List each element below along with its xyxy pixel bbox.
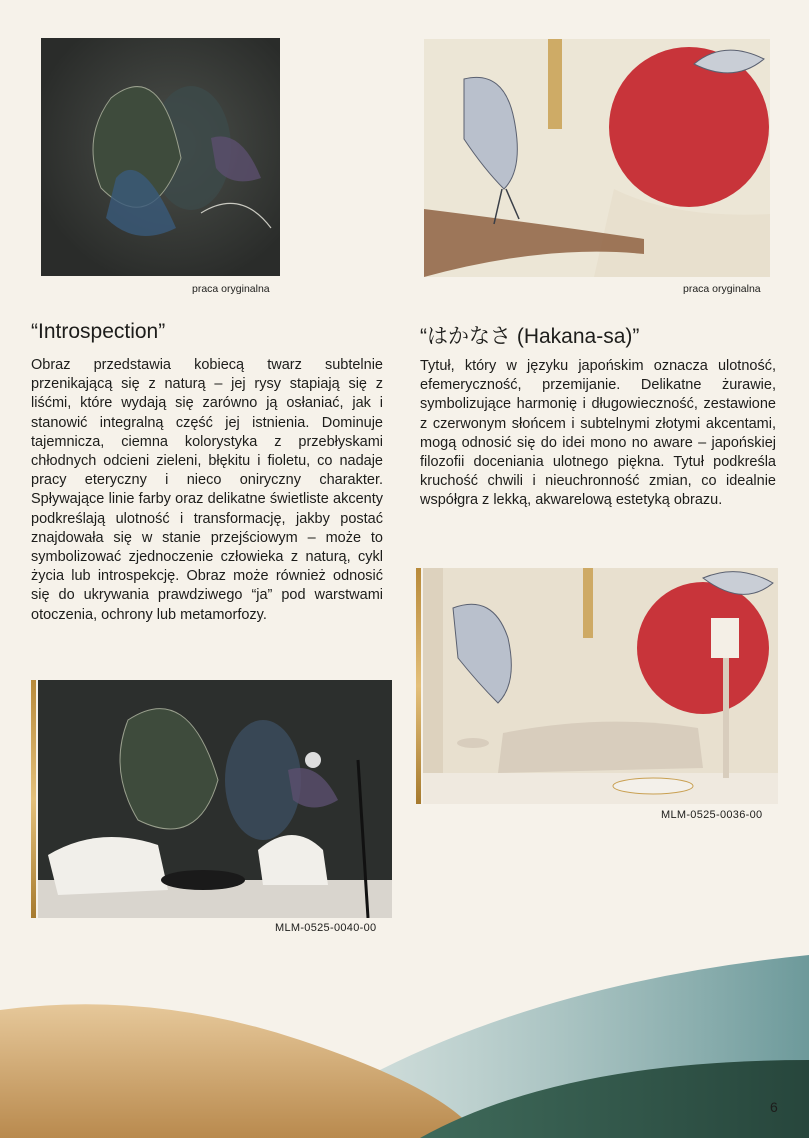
introspection-original-image — [41, 38, 280, 276]
hakanasa-original-image — [424, 39, 770, 277]
introspection-product-code: MLM-0525-0040-00 — [275, 922, 377, 934]
introspection-interior-mockup — [38, 680, 392, 918]
hakanasa-product-code: MLM-0525-0036-00 — [661, 809, 763, 821]
introspection-description: Obraz przedstawia kobiecą twarz subtelnie przenikającą się z naturą – jej rysy stapiają się z liśćmi, które wydają się zarówno ją osłaniać, jak i stanowić integralną część jej istnienia. Dominuje tajemnicza, ciemna kolorystyka z przebłyskami chłodnych odcieni zieleni, błękitu i fioletu, co nadaje pracy eteryczny i nieco oniryczny charakter. Spływające linie farby oraz delikatne świetliste akcenty podkreślają ulotność i transformację, jakby postać znajdowała się w stanie przejściowym – może to symbolizować zjednoczenie człowieka z naturą, cykl życia lub introspekcję. Obraz może również odnosić się do ukrywania prawdziwego “ja” pod warstwami otoczenia, ochrony lub metamorfozy. — [31, 357, 383, 623]
hakanasa-title: “はかなさ (Hakana-sa)” — [420, 325, 640, 348]
hakanasa-interior-mockup — [423, 568, 778, 804]
hakanasa-description: Tytuł, który w języku japońskim oznacza ulotność, efemeryczność, przemijanie. Delikatne żurawie, symbolizujące harmonię i długowieczność, zestawione z czerwonym słońcem i subtelnymi złotymi akcentami, mogą odnosić się do idei mono no aware – japońskiej filozofii doceniania ulotnego piękna. Tytuł podkreśla kruchość chwili i nieuchronność zmian, co idealnie współgra z lekką, akwarelową estetyką obrazu. — [420, 358, 776, 509]
right-mockup-gold-edge — [416, 568, 421, 804]
left-mockup-gold-edge — [31, 680, 36, 918]
left-original-caption: praca oryginalna — [192, 283, 270, 295]
page-number: 6 — [770, 1099, 778, 1115]
decorative-landscape — [0, 900, 809, 1138]
right-original-caption: praca oryginalna — [683, 283, 761, 295]
introspection-title: “Introspection” — [31, 320, 166, 343]
